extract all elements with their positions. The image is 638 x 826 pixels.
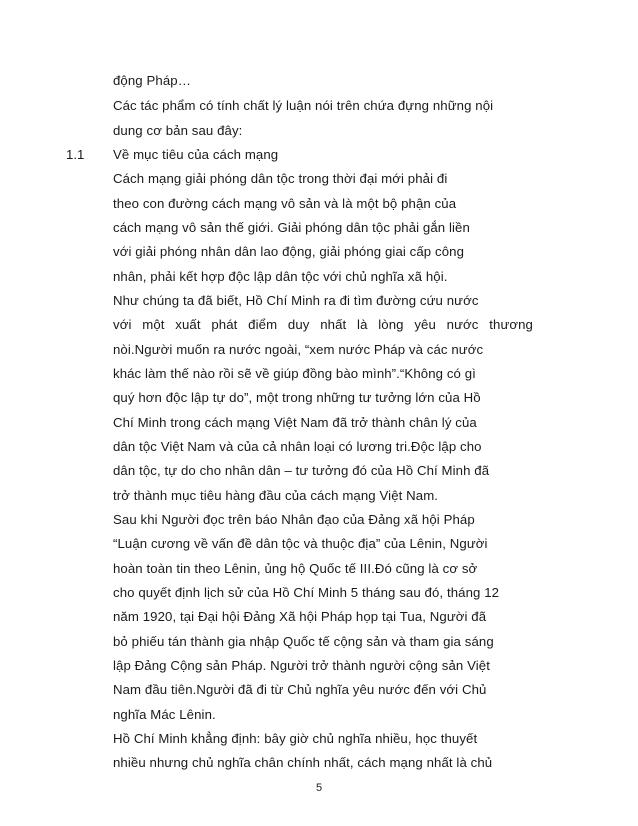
text-line: Sau khi Người đọc trên báo Nhân đạo của Đảng xã hội Pháp	[113, 512, 475, 527]
text-line: năm 1920, tại Đại hội Đảng Xã hội Pháp họp tại Tua, Người đã	[113, 609, 487, 624]
text-line: nhân, phải kết hợp độc lập dân tộc với chủ nghĩa xã hội.	[113, 269, 448, 284]
text-line: khác làm thế nào rồi sẽ về giúp đồng bào mình”.“Không có gì	[113, 366, 476, 381]
text-line: nòi.Người muốn ra nước ngoài, “xem nước Pháp và các nước	[113, 342, 484, 357]
text-line: Như chúng ta đã biết, Hồ Chí Minh ra đi tìm đường cứu nước	[113, 293, 479, 308]
text-line: trở thành mục tiêu hàng đầu của cách mạng Việt Nam.	[113, 488, 439, 503]
text-line: quý hơn độc lập tự do”, một trong những tư tưởng lớn của Hồ	[113, 390, 481, 405]
text-line: động Pháp…	[113, 73, 191, 88]
text-line: Hồ Chí Minh khẳng định: bây giờ chủ nghĩa nhiều, học thuyết	[113, 731, 478, 746]
text-line: Chí Minh trong cách mạng Việt Nam đã trở thành chân lý của	[113, 415, 477, 430]
text-line: hoàn toàn tin theo Lênin, ủng hộ Quốc tế III.Đó cũng là cơ sở	[113, 561, 478, 576]
text-line: dân tộc Việt Nam và của cả nhân loại có lương tri.Độc lập cho	[113, 439, 482, 454]
text-line: Nam đầu tiên.Người đã đi từ Chủ nghĩa yêu nước đến với Chủ	[113, 682, 487, 697]
text-line: Các tác phẩm có tính chất lý luận nói trên chứa đựng những nội	[113, 98, 494, 113]
text-line: nhiều nhưng chủ nghĩa chân chính nhất, cách mạng nhất là chủ	[113, 755, 493, 770]
text-line: dân tộc, tự do cho nhân dân – tư tưởng đó của Hồ Chí Minh đã	[113, 463, 490, 478]
text-line: lập Đảng Cộng sản Pháp. Người trở thành người cộng sản Việt	[113, 658, 490, 673]
text-line: “Luận cương về vấn đề dân tộc và thuộc địa” của Lênin, Người	[113, 536, 488, 551]
text-line: nghĩa Mác Lênin.	[113, 707, 216, 722]
page-number: 5	[315, 782, 323, 794]
section-heading: Về mục tiêu của cách mạng	[113, 147, 279, 162]
text-line: Cách mạng giải phóng dân tộc trong thời đại mới phải đi	[113, 171, 448, 186]
section-number: 1.1	[66, 147, 85, 162]
text-line: cho quyết định lịch sử của Hồ Chí Minh 5 tháng sau đó, tháng 12	[113, 585, 500, 600]
text-line: với giải phóng nhân dân lao động, giải phóng giai cấp công	[113, 244, 464, 259]
text-line: theo con đường cách mạng vô sản và là một bộ phận của	[113, 196, 457, 211]
text-line: với một xuất phát điểm duy nhất là lòng yêu nước thương	[113, 317, 533, 332]
text-line: cách mạng vô sản thế giới. Giải phóng dân tộc phải gắn liền	[113, 220, 470, 235]
text-line: dung cơ bản sau đây:	[113, 123, 243, 138]
text-line: bỏ phiếu tán thành gia nhập Quốc tế cộng sản và tham gia sáng	[113, 634, 494, 649]
